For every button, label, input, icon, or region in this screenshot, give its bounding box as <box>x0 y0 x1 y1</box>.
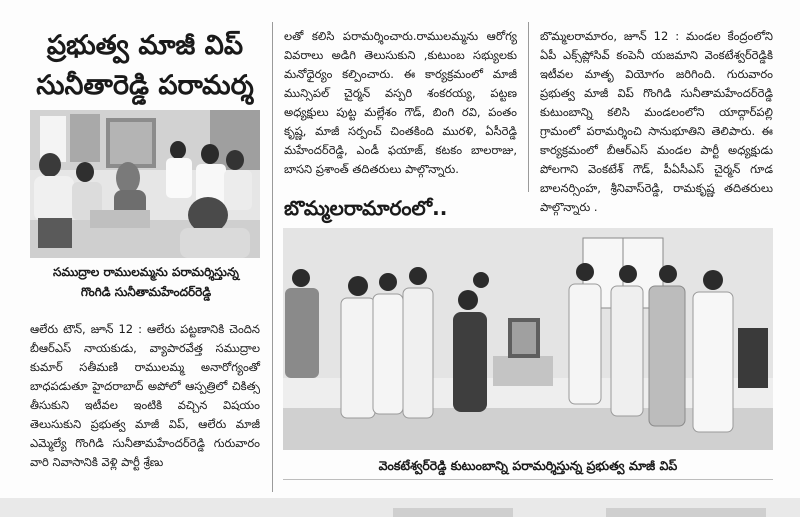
photo1-caption-line-1: సముద్రాల రాములమ్మను పరామర్శిస్తున్న <box>53 265 239 279</box>
bottom-shade-1 <box>393 508 513 517</box>
headline <box>20 26 270 106</box>
photo1-caption <box>26 262 266 302</box>
middle-column-text: లతో కలిసి పరామర్శించారు.రాములమ్మను ఆరోగ్య వివరాలు అడిగి తెలుసుకుని ,కుటుంబ సభ్యులకు మనోధైర్యం కల్పించారు. ఈ కార్యక్రమంలో మాజీ మున్సిపల్ చైర్మన్ వస్పరి శంకరయ్య, పట్టణ అధ్యక్షులు పుట్ట మల్లేశం గౌడ్, బింగి రవి, పంతం కృష్ణ, మాజీ సర్పంచ్ చింతకింది మురళి, ఏసీరెడ్డి మహేందర్‌రెడ్డి, ఎండీ ఫయాజ్, కటకం బాలరాజు, బాసని ప్రశాంత్ తదితరులు పాల్గొన్నారు. <box>284 29 517 176</box>
subheading-bommalaramaram: బొమ్మలరామారంలో.. <box>284 196 448 220</box>
column-divider-right <box>528 22 529 192</box>
photo-visit-rayulamma <box>30 110 260 258</box>
caption-underline <box>283 479 773 480</box>
bottom-shade-2 <box>606 508 766 517</box>
left-column-text: ఆలేరు టౌన్, జూన్ 12 : ఆలేరు పట్టణానికి చెందిన బీఆర్ఎస్ నాయకుడు, వ్యాపారవేత్త సముద్రాల కుమార్ సతీమణి రాములమ్మ అనారోగ్యంతో బాధపడుతూ హైదరాబాద్ అపోలో ఆస్పత్రిలో చికిత్స తీసుకుని ఇటీవల ఇంటికి వచ్చిన విషయం తెలుసుకుని ప్రభుత్వ మాజీ విప్, ఆలేరు మాజీ ఎమ్మెల్యే గొంగిడి సునీతామహేందర్‌రెడ్డి గురువారం వారి నివాసానికి వెళ్లి పార్టీ శ్రేణు <box>30 322 260 469</box>
photo-condolence-group <box>283 228 773 450</box>
headline-line-2: సునీతారెడ్డి పరామర్శ <box>36 70 254 101</box>
headline-line-1: ప్రభుత్వ మాజీ విప్ <box>46 30 244 61</box>
bottom-edge <box>0 498 800 517</box>
article-left-column <box>30 320 260 472</box>
right-column-text: బొమ్మలరామారం, జూన్ 12 : మండల కేంద్రంలోని ఏపీ ఎక్స్‌ప్లోసివ్ కంపెనీ యజమాని వెంకటేశ్వర్‌రెడ్డికి ఇటీవల మాతృ వియోగం జరిగింది. గురువారం ప్రభుత్వ మాజీ విప్ గొంగిడి సునీతామహేందర్‌రెడ్డి కుటుంబాన్ని కలిసి మండలంలోని యాద్గార్‌పల్లి గ్రామంలో పరామర్శించి సానుభూతిని తెలిపారు. ఈ కార్యక్రమంలో బీఆర్ఎస్ మండల పార్టీ అధ్యక్షుడు పోలగాని వెంకటేశ్ గౌడ్, పీఏసీఎస్ చైర్మన్ గూడ బాలనర్సింహ, శ్రీనివాస్‌రెడ్డి, రామకృష్ణ తదితరులు పాల్గొన్నారు . <box>540 29 773 214</box>
column-divider-left <box>272 22 273 492</box>
article-right-column <box>540 27 773 217</box>
photo2-caption: వెంకటేశ్వర్‌రెడ్డి కుటుంబాన్ని పరామర్శిస్తున్న ప్రభుత్వ మాజీ విప్ <box>378 458 678 473</box>
photo1-caption-line-2: గొంగిడి సునీతామహేందర్‌రెడ్డి <box>80 285 212 299</box>
article-middle-column <box>284 27 517 179</box>
